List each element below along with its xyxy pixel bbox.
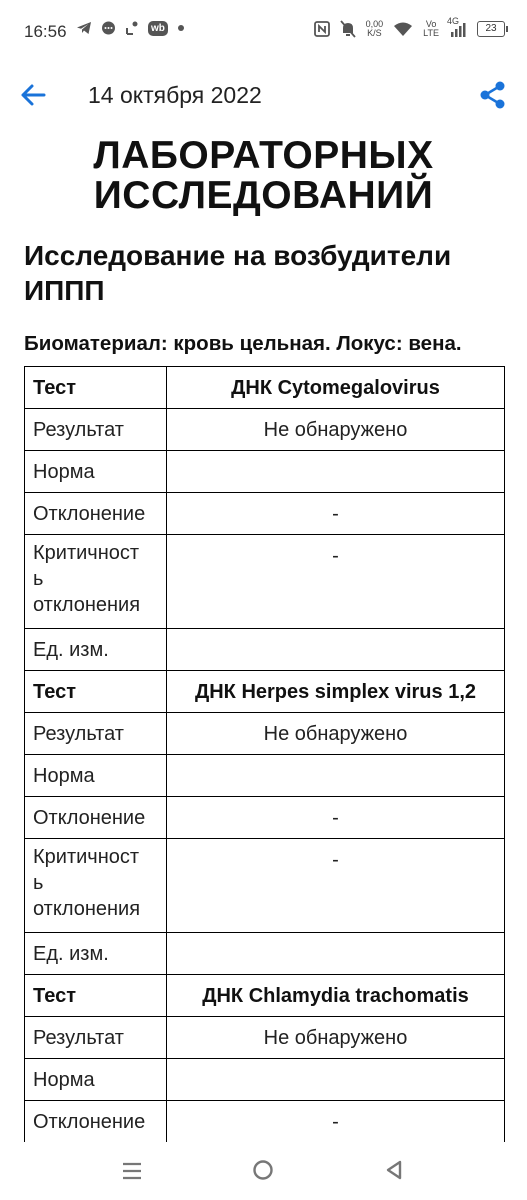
nfc-icon (314, 21, 330, 37)
test-name: ДНК Herpes simplex virus 1,2 (167, 671, 505, 713)
table-row-criticality (25, 535, 505, 629)
norm-label: Норма (25, 755, 167, 797)
test-name: ДНК Chlamydia trachomatis (167, 975, 505, 1017)
app-header (0, 70, 527, 120)
menu-icon (121, 1160, 143, 1182)
table-row-test (25, 671, 505, 713)
criticality-label-line1: Критичност (33, 846, 140, 868)
deviation-value: - (167, 1101, 505, 1143)
result-label: Результат (25, 713, 167, 755)
criticality-label-line3: отклонения (33, 594, 141, 616)
share-icon (479, 80, 507, 110)
unit-label: Ед. изм. (25, 933, 167, 975)
chat-icon (101, 21, 116, 36)
table-row-criticality (25, 839, 505, 933)
test-name: ДНК Cytomegalovirus (167, 367, 505, 409)
norm-value (167, 451, 505, 493)
criticality-label-line2: ь (33, 568, 44, 590)
result-label: Результат (25, 409, 167, 451)
more-dot-icon (177, 24, 185, 32)
table-row-deviation (25, 1101, 505, 1143)
page-title-line1: ЛАБОРАТОРНЫХ (93, 134, 434, 177)
signal-icon (449, 20, 467, 38)
status-time: 16:56 (24, 22, 67, 41)
table-row-unit (25, 629, 505, 671)
network-speed (366, 20, 384, 38)
result-value: Не обнаружено (167, 409, 505, 451)
test-label: Тест (25, 671, 167, 713)
page-title (0, 136, 527, 216)
result-value: Не обнаружено (167, 1017, 505, 1059)
signal-indicator (447, 16, 467, 38)
share-button[interactable] (479, 80, 507, 110)
table-row-norm (25, 451, 505, 493)
result-value: Не обнаружено (167, 713, 505, 755)
criticality-label (25, 535, 167, 629)
network-type: 4G (447, 16, 460, 26)
volte-indicator (423, 20, 439, 38)
results-table (24, 366, 505, 1143)
triangle-back-icon (384, 1159, 404, 1181)
unit-value (167, 933, 505, 975)
table-row-unit (25, 933, 505, 975)
system-back-button[interactable] (384, 1159, 404, 1181)
criticality-value: - (167, 839, 505, 933)
volte-top: Vo (425, 19, 437, 29)
table-row-test (25, 367, 505, 409)
deviation-value: - (167, 493, 505, 535)
criticality-value: - (167, 535, 505, 629)
table-row-norm (25, 755, 505, 797)
wifi-icon (393, 21, 413, 37)
mute-bell-icon (340, 20, 356, 38)
norm-value (167, 755, 505, 797)
back-button[interactable] (18, 80, 48, 110)
result-label: Результат (25, 1017, 167, 1059)
telegram-icon (76, 21, 92, 35)
circle-home-icon (252, 1159, 274, 1181)
criticality-label-line3: отклонения (33, 898, 141, 920)
unit-value (167, 629, 505, 671)
section-title: Исследование на возбудители ИППП (24, 240, 452, 306)
test-label: Тест (25, 975, 167, 1017)
wb-app-icon: wb (148, 21, 168, 36)
home-button[interactable] (252, 1159, 274, 1181)
volte-bottom: LTE (423, 28, 439, 38)
table-row-result (25, 409, 505, 451)
norm-value (167, 1059, 505, 1101)
table-row-test (25, 975, 505, 1017)
deviation-value: - (167, 797, 505, 839)
page-title-line2: ИССЛЕДОВАНИЙ (93, 174, 434, 217)
notification-icons (76, 20, 185, 36)
unit-label: Ед. изм. (25, 629, 167, 671)
table-row-deviation (25, 797, 505, 839)
norm-label: Норма (25, 451, 167, 493)
system-status-icons (314, 16, 505, 38)
criticality-label-line2: ь (33, 872, 44, 894)
deviation-label: Отклонение (25, 1101, 167, 1143)
table-row-norm (25, 1059, 505, 1101)
system-nav-bar (0, 1142, 527, 1200)
criticality-label-line1: Критичност (33, 542, 140, 564)
network-speed-unit: K/S (367, 28, 382, 38)
deviation-label: Отклонение (25, 493, 167, 535)
recent-apps-button[interactable] (121, 1160, 143, 1182)
biomaterial-info: Биоматериал: кровь цельная. Локус: вена. (24, 332, 462, 355)
status-bar (0, 0, 527, 64)
deviation-label: Отклонение (25, 797, 167, 839)
table-row-result (25, 713, 505, 755)
battery-icon: 23 (477, 21, 505, 37)
missed-call-icon (125, 20, 139, 36)
network-speed-value: 0,00 (365, 19, 384, 29)
criticality-label (25, 839, 167, 933)
header-date: 14 октября 2022 (88, 82, 262, 108)
norm-label: Норма (25, 1059, 167, 1101)
table-row-deviation (25, 493, 505, 535)
table-row-result (25, 1017, 505, 1059)
test-label: Тест (25, 367, 167, 409)
arrow-left-icon (18, 80, 48, 110)
